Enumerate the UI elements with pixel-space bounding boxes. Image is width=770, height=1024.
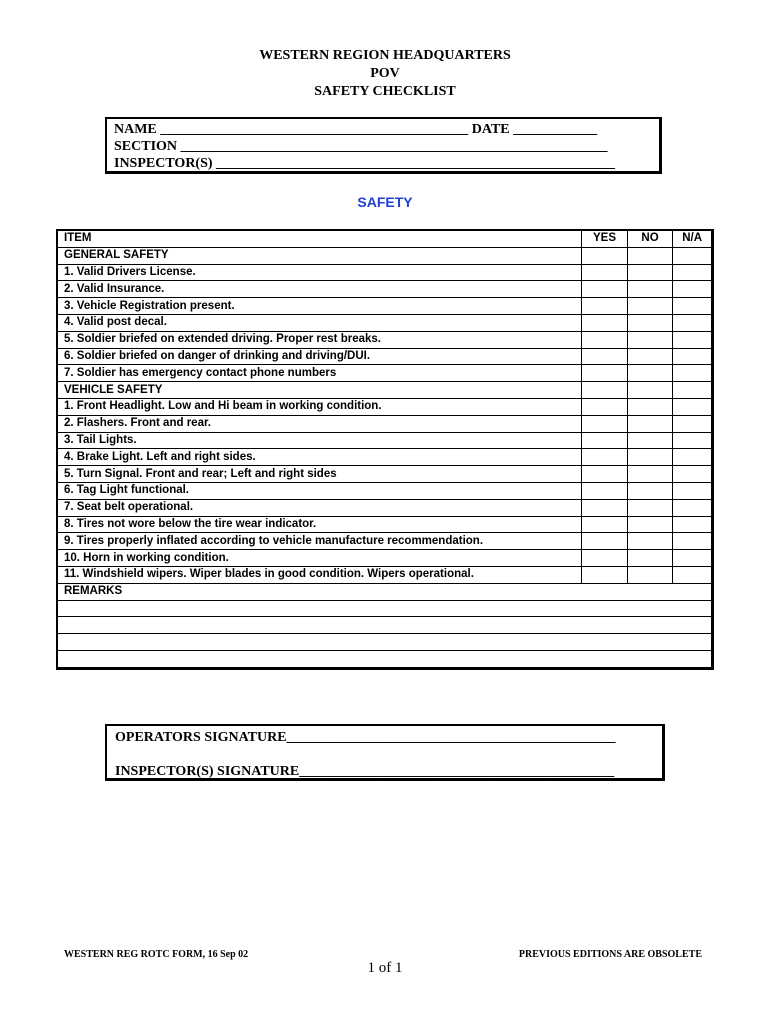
table-row: [57, 516, 713, 533]
table-row: [57, 298, 713, 315]
checklist-item: 5. Turn Signal. Front and rear; Left and right sides: [57, 466, 582, 483]
yes-checkbox-cell[interactable]: [582, 566, 628, 583]
na-checkbox-cell[interactable]: [673, 499, 713, 516]
yes-checkbox-cell[interactable]: [582, 466, 628, 483]
na-checkbox-cell[interactable]: [673, 331, 713, 348]
page-number: 1 of 1: [367, 960, 403, 976]
no-checkbox-cell[interactable]: [627, 516, 673, 533]
remarks-input[interactable]: [57, 600, 713, 617]
na-checkbox-cell[interactable]: [673, 415, 713, 432]
checklist-item: 3. Tail Lights.: [57, 432, 582, 449]
remarks-label: REMARKS: [57, 583, 713, 600]
na-checkbox-cell[interactable]: [673, 449, 713, 466]
checklist-item: 1. Front Headlight. Low and Hi beam in working condition.: [57, 398, 582, 415]
remarks-input[interactable]: [57, 650, 713, 668]
checklist-item: 7. Soldier has emergency contact phone numbers: [57, 365, 582, 382]
na-checkbox-cell[interactable]: [673, 298, 713, 315]
table-row: [57, 348, 713, 365]
na-checkbox-cell[interactable]: [673, 348, 713, 365]
yes-checkbox-cell[interactable]: [582, 533, 628, 550]
table-row: [57, 415, 713, 432]
table-header-row: [57, 230, 713, 247]
no-checkbox-cell[interactable]: [627, 398, 673, 415]
no-checkbox-cell[interactable]: [627, 482, 673, 499]
name-date-field[interactable]: NAME ____________________________________________ DATE ____________: [114, 122, 598, 137]
na-column-header: N/A: [673, 230, 713, 247]
table-row: [57, 566, 713, 583]
no-checkbox-cell[interactable]: [627, 298, 673, 315]
yes-checkbox-cell[interactable]: [582, 398, 628, 415]
yes-checkbox-cell[interactable]: [582, 432, 628, 449]
remarks-input[interactable]: [57, 617, 713, 634]
yes-checkbox-cell[interactable]: [582, 281, 628, 298]
table-row: [57, 331, 713, 348]
table-row: [57, 466, 713, 483]
checklist-item: 2. Valid Insurance.: [57, 281, 582, 298]
header-title: WESTERN REGION HEADQUARTERS: [259, 48, 511, 63]
remarks-input[interactable]: [57, 634, 713, 651]
section-title: SAFETY: [357, 194, 413, 210]
no-checkbox-cell[interactable]: [627, 566, 673, 583]
inspector-signature-field[interactable]: INSPECTOR(S) SIGNATURE_____________________________________________: [115, 764, 615, 779]
table-row: [57, 499, 713, 516]
na-checkbox-cell[interactable]: [673, 432, 713, 449]
no-checkbox-cell[interactable]: [627, 533, 673, 550]
na-checkbox-cell[interactable]: [673, 466, 713, 483]
yes-checkbox-cell[interactable]: [582, 247, 628, 264]
form-id: WESTERN REG ROTC FORM, 16 Sep 02: [64, 949, 249, 960]
form-title: SAFETY CHECKLIST: [314, 84, 456, 99]
no-checkbox-cell[interactable]: [627, 331, 673, 348]
yes-checkbox-cell[interactable]: [582, 382, 628, 399]
table-row: [57, 264, 713, 281]
na-checkbox-cell[interactable]: [673, 516, 713, 533]
yes-checkbox-cell[interactable]: [582, 449, 628, 466]
table-row: [57, 365, 713, 382]
checklist-item: 1. Valid Drivers License.: [57, 264, 582, 281]
remarks-line[interactable]: [57, 650, 713, 668]
table-row: [57, 533, 713, 550]
table-row: [57, 482, 713, 499]
table-row: [57, 550, 713, 567]
yes-checkbox-cell[interactable]: [582, 348, 628, 365]
checklist-item: 4. Brake Light. Left and right sides.: [57, 449, 582, 466]
no-checkbox-cell[interactable]: [627, 382, 673, 399]
no-checkbox-cell[interactable]: [627, 348, 673, 365]
na-checkbox-cell[interactable]: [673, 533, 713, 550]
checklist-item: VEHICLE SAFETY: [57, 382, 582, 399]
na-checkbox-cell[interactable]: [673, 314, 713, 331]
yes-column-header: YES: [582, 230, 628, 247]
no-checkbox-cell[interactable]: [627, 264, 673, 281]
checklist-item: GENERAL SAFETY: [57, 247, 582, 264]
remarks-line[interactable]: [57, 600, 713, 617]
checklist-item: 3. Vehicle Registration present.: [57, 298, 582, 315]
header-subtitle: POV: [370, 66, 400, 81]
checklist-item: 6. Soldier briefed on danger of drinking and driving/DUI.: [57, 348, 582, 365]
no-checkbox-cell[interactable]: [627, 365, 673, 382]
yes-checkbox-cell[interactable]: [582, 264, 628, 281]
table-row: [57, 398, 713, 415]
checklist-item: 11. Windshield wipers. Wiper blades in good condition. Wipers operational.: [57, 566, 582, 583]
yes-checkbox-cell[interactable]: [582, 499, 628, 516]
na-checkbox-cell[interactable]: [673, 550, 713, 567]
checklist-item: 8. Tires not wore below the tire wear indicator.: [57, 516, 582, 533]
signature-box: [105, 724, 665, 781]
checklist-item: 10. Horn in working condition.: [57, 550, 582, 567]
remarks-line[interactable]: [57, 634, 713, 651]
na-checkbox-cell[interactable]: [673, 281, 713, 298]
na-checkbox-cell[interactable]: [673, 398, 713, 415]
yes-checkbox-cell[interactable]: [582, 516, 628, 533]
no-column-header: NO: [627, 230, 673, 247]
checklist-item: 7. Seat belt operational.: [57, 499, 582, 516]
table-row: [57, 382, 713, 399]
no-checkbox-cell[interactable]: [627, 314, 673, 331]
yes-checkbox-cell[interactable]: [582, 415, 628, 432]
na-checkbox-cell[interactable]: [673, 264, 713, 281]
na-checkbox-cell[interactable]: [673, 365, 713, 382]
na-checkbox-cell[interactable]: [673, 482, 713, 499]
no-checkbox-cell[interactable]: [627, 449, 673, 466]
no-checkbox-cell[interactable]: [627, 499, 673, 516]
yes-checkbox-cell[interactable]: [582, 314, 628, 331]
table-row: [57, 314, 713, 331]
yes-checkbox-cell[interactable]: [582, 550, 628, 567]
yes-checkbox-cell[interactable]: [582, 482, 628, 499]
inspector-field[interactable]: INSPECTOR(S) _________________________________________________________: [114, 156, 616, 171]
na-checkbox-cell[interactable]: [673, 382, 713, 399]
table-row: [57, 432, 713, 449]
checklist-item: 2. Flashers. Front and rear.: [57, 415, 582, 432]
remarks-line[interactable]: [57, 617, 713, 634]
no-checkbox-cell[interactable]: [627, 415, 673, 432]
checklist-item: 4. Valid post decal.: [57, 314, 582, 331]
no-checkbox-cell[interactable]: [627, 247, 673, 264]
table-row: [57, 247, 713, 264]
yes-checkbox-cell[interactable]: [582, 331, 628, 348]
table-row: [57, 449, 713, 466]
checklist-item: 6. Tag Light functional.: [57, 482, 582, 499]
section-field[interactable]: SECTION _____________________________________________________________: [114, 139, 608, 154]
operator-signature-field[interactable]: OPERATORS SIGNATURE_______________________________________________: [115, 730, 616, 745]
info-box: [105, 117, 662, 174]
yes-checkbox-cell[interactable]: [582, 298, 628, 315]
item-column-header: ITEM: [57, 230, 582, 247]
checklist-item: 5. Soldier briefed on extended driving. Proper rest breaks.: [57, 331, 582, 348]
no-checkbox-cell[interactable]: [627, 550, 673, 567]
no-checkbox-cell[interactable]: [627, 466, 673, 483]
yes-checkbox-cell[interactable]: [582, 365, 628, 382]
safety-checklist-table: [56, 229, 714, 670]
remarks-row: [57, 583, 713, 600]
na-checkbox-cell[interactable]: [673, 566, 713, 583]
obsolete-notice: PREVIOUS EDITIONS ARE OBSOLETE: [518, 949, 702, 960]
na-checkbox-cell[interactable]: [673, 247, 713, 264]
no-checkbox-cell[interactable]: [627, 281, 673, 298]
checklist-item: 9. Tires properly inflated according to vehicle manufacture recommendation.: [57, 533, 582, 550]
no-checkbox-cell[interactable]: [627, 432, 673, 449]
table-row: [57, 281, 713, 298]
